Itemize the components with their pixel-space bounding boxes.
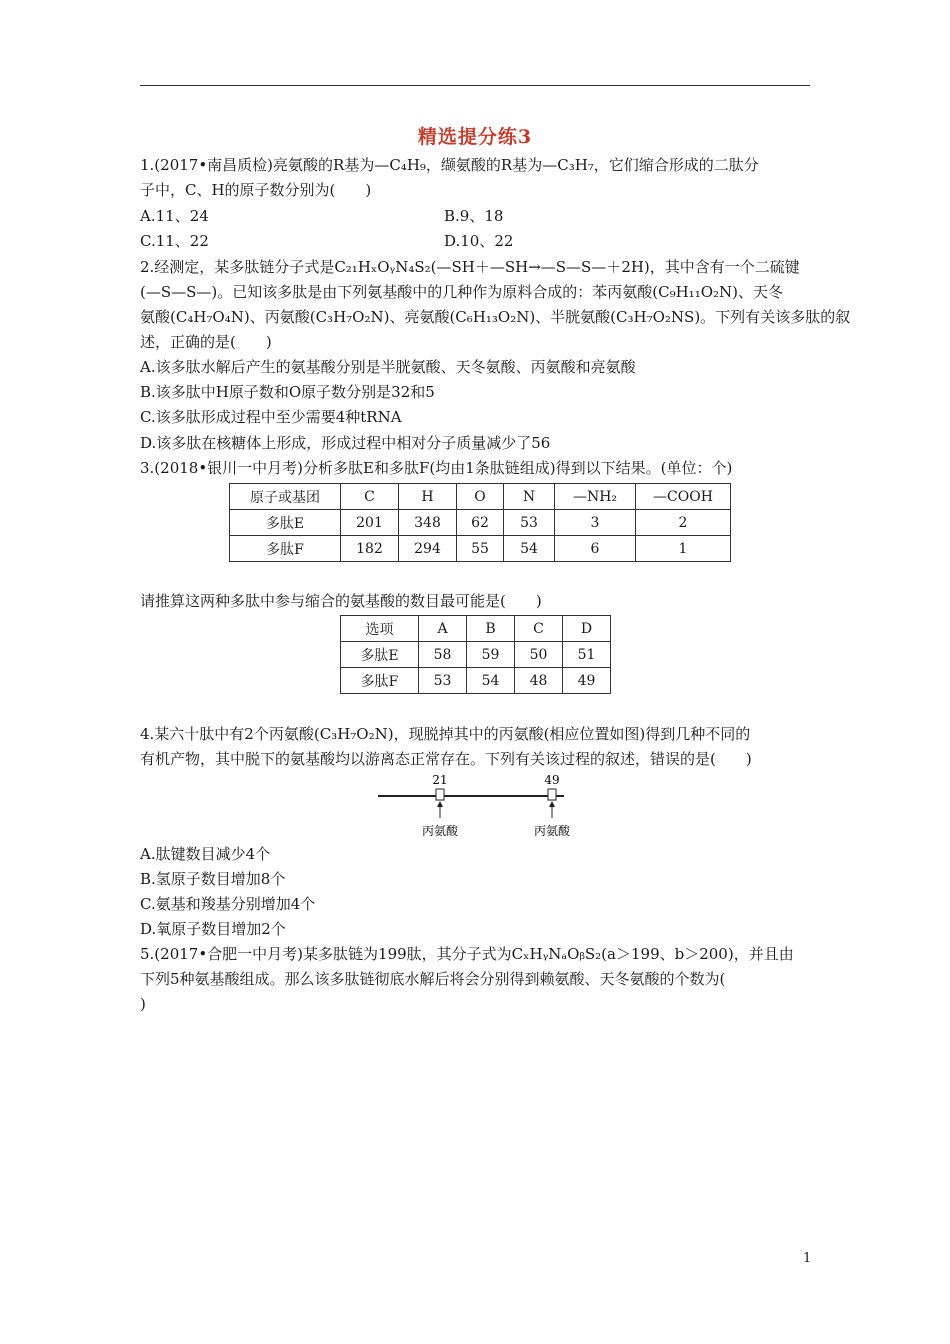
table-header-cell: 原子或基团: [230, 484, 341, 510]
table-header-cell: D: [563, 616, 611, 642]
q3-table1: [229, 483, 731, 562]
table-cell: 182: [341, 536, 399, 562]
table-row: [230, 510, 731, 536]
table-cell: 53: [419, 668, 467, 694]
q2-line3: 氨酸(C₄H₇O₄N)、丙氨酸(C₃H₇O₂N)、亮氨酸(C₆H₁₃O₂N)、半胱氨酸(C₃H₇O₂NS)。下列有关该多肽的叙: [140, 308, 851, 326]
table-header-row: [341, 616, 611, 642]
table-cell: 54: [504, 536, 555, 562]
q2-line1: 2.经测定，某多肽链分子式是C₂₁HₓOᵧN₄S₂(—SH＋—SH→—S—S—＋2H)，其中含有一个二硫键: [140, 258, 800, 276]
table-cell: 48: [515, 668, 563, 694]
alanine-marker-49: [548, 789, 556, 800]
q3-table2: [340, 615, 611, 694]
table-cell: 201: [341, 510, 399, 536]
page-number: 1: [803, 1251, 812, 1266]
table-header-cell: H: [399, 484, 457, 510]
table-header-cell: A: [419, 616, 467, 642]
table-header-cell: —COOH: [636, 484, 731, 510]
alanine-marker-21: [436, 789, 444, 800]
q4-option-c: C.氨基和羧基分别增加4个: [140, 895, 316, 913]
table-header-cell: N: [504, 484, 555, 510]
arrow-up-icon: [549, 801, 555, 807]
table-header-row: [230, 484, 731, 510]
position-label-21: 21: [432, 773, 448, 787]
table-row: [341, 642, 611, 668]
table-cell: 多肽F: [341, 668, 419, 694]
q2-option-d: D.该多肽在核糖体上形成，形成过程中相对分子质量减少了56: [140, 434, 551, 452]
q2-option-a: A.该多肽水解后产生的氨基酸分别是半胱氨酸、天冬氨酸、丙氨酸和亮氨酸: [140, 358, 636, 376]
q2-line4: 述，正确的是( ): [140, 333, 272, 351]
table-cell: 62: [457, 510, 504, 536]
q1-option-a: A.11、24: [140, 207, 209, 225]
table-cell: 59: [467, 642, 515, 668]
table-header-cell: C: [515, 616, 563, 642]
table-cell: 多肽E: [341, 642, 419, 668]
table-cell: 348: [399, 510, 457, 536]
table-cell: 多肽F: [230, 536, 341, 562]
table-header-cell: C: [341, 484, 399, 510]
table-cell: 54: [467, 668, 515, 694]
q4-option-d: D.氧原子数目增加2个: [140, 920, 286, 938]
q1-line1: 1.(2017•南昌质检)亮氨酸的R基为—C₄H₉，缬氨酸的R基为—C₃H₇，它们缩合形成的二肽分: [140, 156, 759, 174]
peptide-position-diagram: [376, 772, 576, 842]
q1-line2: 子中，C、H的原子数分别为( ): [140, 181, 372, 199]
table-cell: 3: [555, 510, 636, 536]
q4-option-a: A.肽键数目减少4个: [140, 845, 271, 863]
q4-line2: 有机产物，其中脱下的氨基酸均以游离态正常存在。下列有关该过程的叙述，错误的是( ): [140, 750, 752, 768]
table-cell: 50: [515, 642, 563, 668]
table-header-cell: —NH₂: [555, 484, 636, 510]
q1-option-d: D.10、22: [444, 232, 514, 250]
arrow-up-icon: [437, 801, 443, 807]
header-rule: [140, 85, 810, 86]
table-header-cell: 选项: [341, 616, 419, 642]
table-cell: 55: [457, 536, 504, 562]
table-header-cell: O: [457, 484, 504, 510]
q2-option-c: C.该多肽形成过程中至少需要4种tRNA: [140, 408, 402, 426]
table-row: [341, 668, 611, 694]
table-cell: 1: [636, 536, 731, 562]
q5-line2: 下列5种氨基酸组成。那么该多肽链彻底水解后将会分别得到赖氨酸、天冬氨酸的个数为(: [140, 970, 726, 988]
q2-option-b: B.该多肽中H原子数和O原子数分别是32和5: [140, 383, 435, 401]
q4-line1: 4.某六十肽中有2个丙氨酸(C₃H₇O₂N)，现脱掉其中的丙氨酸(相应位置如图)得到几种不同的: [140, 725, 751, 743]
table-cell: 51: [563, 642, 611, 668]
table-cell: 294: [399, 536, 457, 562]
q1-option-c: C.11、22: [140, 232, 209, 250]
alanine-label-1: 丙氨酸: [421, 824, 459, 838]
table-cell: 6: [555, 536, 636, 562]
q1-option-b: B.9、18: [444, 207, 504, 225]
table-cell: 多肽E: [230, 510, 341, 536]
table-cell: 58: [419, 642, 467, 668]
table-header-cell: B: [467, 616, 515, 642]
table-cell: 2: [636, 510, 731, 536]
page-title: 精选提分练3: [417, 126, 533, 148]
q5-line1: 5.(2017•合肥一中月考)某多肽链为199肽，其分子式为CₓHᵧNₐOᵦS₂(a＞199、b＞200)，并且由: [140, 945, 794, 963]
table-row: [230, 536, 731, 562]
q3-prompt: 请推算这两种多肽中参与缩合的氨基酸的数目最可能是( ): [140, 592, 542, 610]
q2-line2: (—S—S—)。已知该多肽是由下列氨基酸中的几种作为原料合成的：苯丙氨酸(C₉H₁₁O₂N)、天冬: [140, 283, 783, 301]
table-cell: 53: [504, 510, 555, 536]
table-cell: 49: [563, 668, 611, 694]
q4-option-b: B.氢原子数目增加8个: [140, 870, 286, 888]
q3-line1: 3.(2018•银川一中月考)分析多肽E和多肽F(均由1条肽链组成)得到以下结果。(单位：个): [140, 459, 733, 477]
position-label-49: 49: [544, 773, 560, 787]
alanine-label-2: 丙氨酸: [533, 824, 571, 838]
q5-line3: ): [140, 995, 146, 1013]
